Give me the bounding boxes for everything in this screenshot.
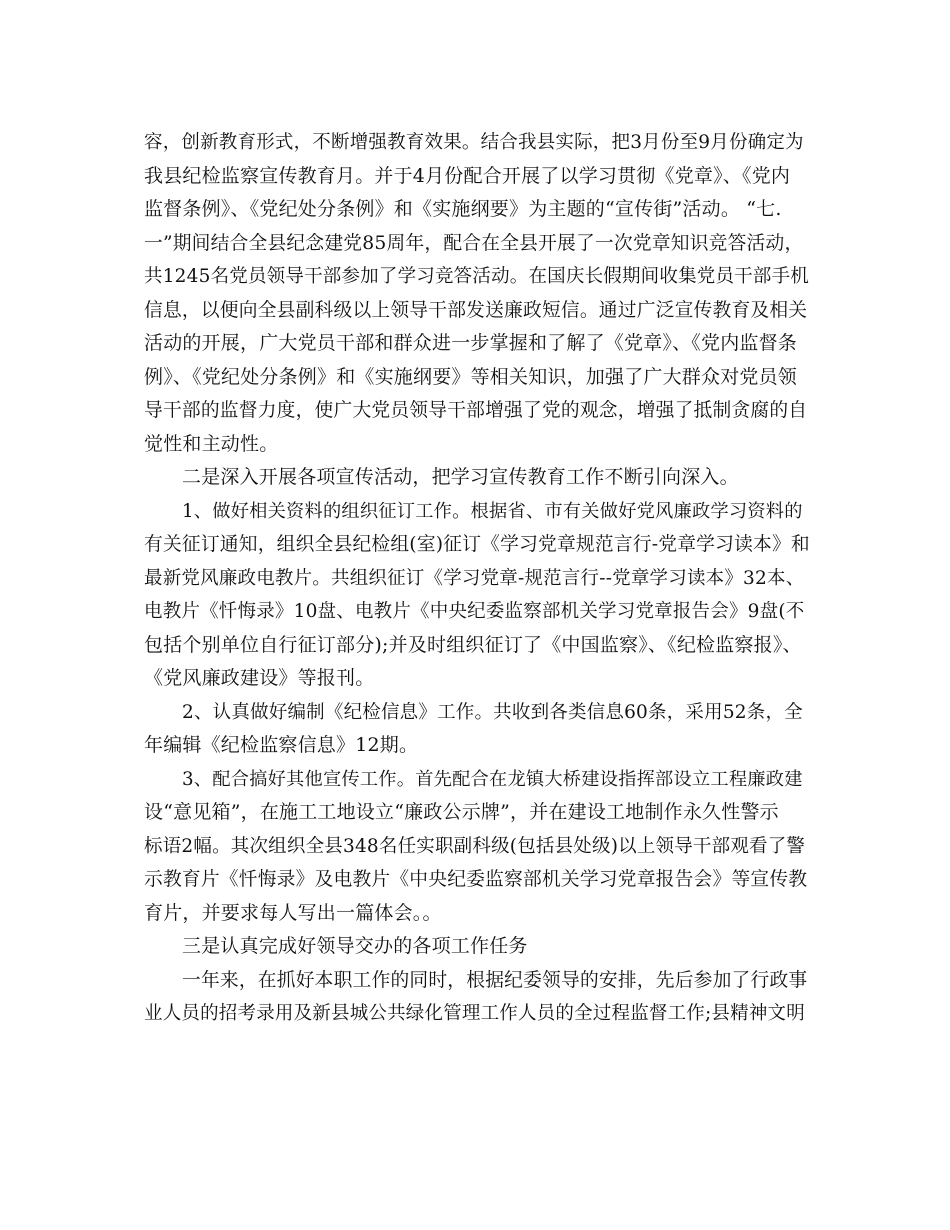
text-line: 包括个别单位自行征订部分);并及时组织征订了《中国监察》、《纪检监察报》、: [144, 633, 802, 656]
text-line: 有关征订通知，组织全县纪检组(室)征订《学习党章规范言行-党章学习读本》和: [144, 534, 810, 555]
text-line: 育片，并要求每人写出一篇体会。。: [144, 901, 442, 924]
text-line: 业人员的招考录用及新县城公共绿化管理工作人员的全过程监督工作;县精神文明: [144, 1003, 805, 1024]
text-line: 示教育片《忏悔录》及电教片《中央纪委监察部机关学习党章报告会》等宣传教: [144, 869, 808, 890]
text-line: 标语2幅。其次组织全县348名任实职副科级(包括县处级)以上领导干部观看了警: [144, 835, 806, 857]
document-body: [144, 126, 810, 1031]
text-line: 《党风廉政建设》等报刊。: [144, 667, 375, 689]
text-line: 导干部的监督力度，使广大党员领导干部增强了党的观念，增强了抵制贪腐的自: [144, 400, 808, 421]
text-line: 活动的开展，广大党员干部和群众进一步掌握和了解了《党章》、《党内监督条: [144, 332, 798, 354]
text-line: 设“意见箱”，在施工工地设立“廉政公示牌”，并在建设工地制作永久性警示: [144, 801, 779, 823]
text-line: 3、配合搞好其他宣传工作。首先配合在龙镇大桥建设指挥部设立工程廉政建: [182, 768, 803, 790]
text-line: 年编辑《纪检监察信息》12期。: [144, 734, 419, 756]
text-line: 例》、《党纪处分条例》和《实施纲要》等相关知识，加强了广大群众对党员领: [144, 365, 798, 388]
text-line: 我县纪检监察宣传教育月。并于4月份配合开展了以学习贯彻《党章》、《党内: [144, 164, 791, 187]
text-line: 一年来，在抓好本职工作的同时，根据纪委领导的安排，先后参加了行政事: [182, 969, 808, 991]
text-line: 一”期间结合全县纪念建党85周年，配合在全县开展了一次党章知识竞答活动，: [144, 232, 804, 254]
text-line: 共1245名党员领导干部参加了学习竞答活动。在国庆长假期间收集党员干部手机: [144, 266, 809, 287]
text-line: 三是认真完成好领导交办的各项工作任务: [182, 935, 528, 957]
text-line: 监督条例》、《党纪处分条例》和《实施纲要》为主题的“宣传街”活动。 “七.: [144, 198, 782, 220]
text-line: 电教片《忏悔录》10盘、电教片《中央纪委监察部机关学习党章报告会》9盘(不: [144, 601, 805, 622]
text-line: 觉性和主动性。: [144, 432, 279, 455]
text-line: 最新党风廉政电教片。共组织征订《学习党章-规范言行--党章学习读本》32本、: [144, 567, 805, 589]
text-line: 2、认真做好编制《纪检信息》工作。共收到各类信息60条，采用52条，全: [182, 701, 803, 723]
text-line: 二是深入开展各项宣传活动，把学习宣传教育工作不断引向深入。: [182, 466, 739, 488]
text-line: 1、做好相关资料的组织征订工作。根据省、市有关做好党风廉政学习资料的: [182, 500, 803, 522]
text-line: 容，创新教育形式，不断增强教育效果。结合我县实际，把3月份至9月份确定为: [144, 132, 804, 153]
text-line: 信息，以便向全县副科级以上领导干部发送廉政短信。通过广泛宣传教育及相关: [144, 299, 808, 321]
